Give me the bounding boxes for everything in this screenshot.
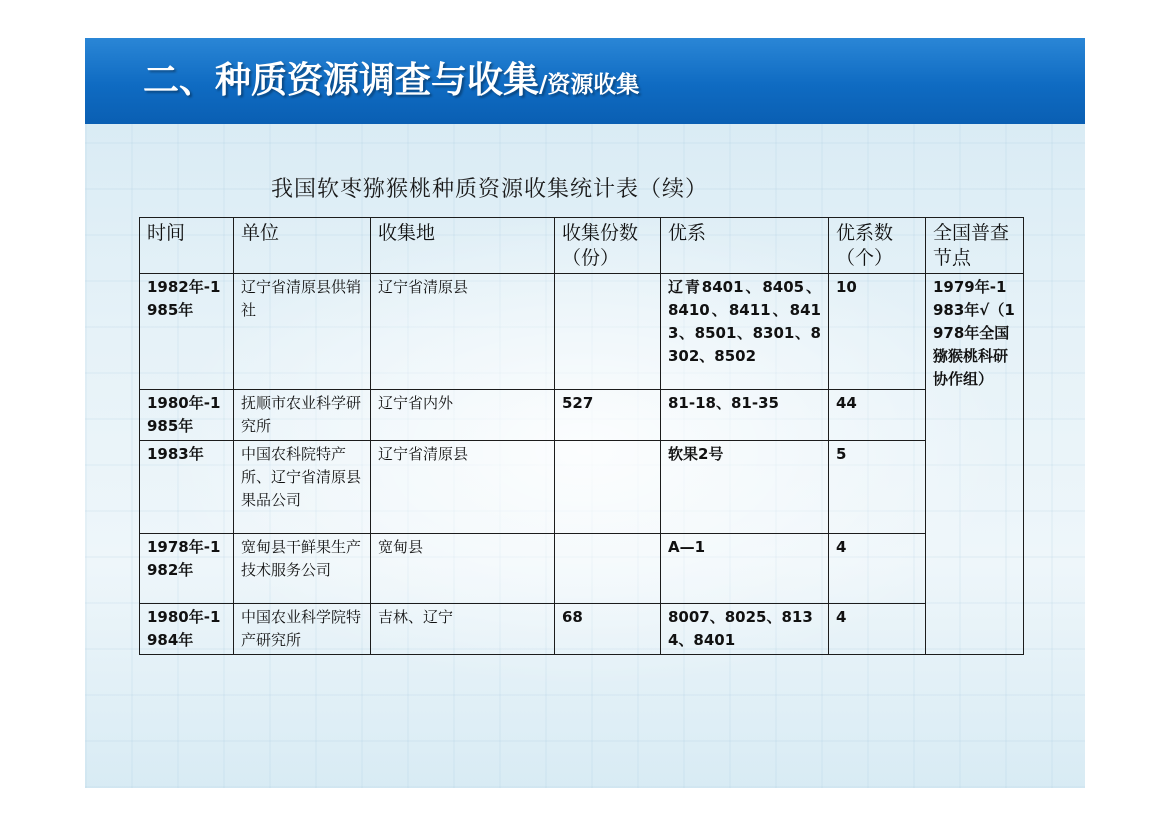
cell-selections: 辽青8401、8405、8410、8411、8413、8501、8301、8302、8502 — [661, 274, 829, 390]
table-header-row — [140, 218, 1024, 274]
cell-place: 吉林、辽宁 — [371, 604, 555, 655]
cell-time: 1982年-1985年 — [140, 274, 234, 390]
table-row — [140, 274, 1024, 390]
cell-unit: 中国农业科学院特产研究所 — [234, 604, 371, 655]
cell-selection-count: 4 — [829, 604, 926, 655]
cell-time: 1980年-1984年 — [140, 604, 234, 655]
header-cell: 优系 — [661, 218, 829, 274]
cell-count: 527 — [555, 390, 661, 441]
slide-title — [143, 52, 639, 103]
cell-time: 1980年-1985年 — [140, 390, 234, 441]
cell-selection-count: 4 — [829, 534, 926, 604]
cell-selections: 81-18、81-35 — [661, 390, 829, 441]
header-cell: 全国普查节点 — [926, 218, 1024, 274]
cell-selection-count: 10 — [829, 274, 926, 390]
cell-place: 辽宁省内外 — [371, 390, 555, 441]
cell-count: 68 — [555, 604, 661, 655]
table-row — [140, 534, 1024, 604]
cell-place: 辽宁省清原县 — [371, 441, 555, 534]
slide-title-main: 二、种质资源调查与收集 — [143, 60, 540, 101]
slide — [85, 38, 1085, 788]
header-cell: 时间 — [140, 218, 234, 274]
cell-selection-count: 5 — [829, 441, 926, 534]
cell-selection-count: 44 — [829, 390, 926, 441]
collection-table — [139, 217, 1024, 655]
cell-time: 1978年-1982年 — [140, 534, 234, 604]
cell-unit: 中国农科院特产所、辽宁省清原县果品公司 — [234, 441, 371, 534]
cell-unit: 辽宁省清原县供销社 — [234, 274, 371, 390]
cell-selections: 8007、8025、8134、8401 — [661, 604, 829, 655]
cell-selections: A—1 — [661, 534, 829, 604]
cell-national-survey-node: 1979年-1983年√（1978年全国猕猴桃科研协作组） — [926, 274, 1024, 655]
cell-place: 宽甸县 — [371, 534, 555, 604]
cell-selections: 软果2号 — [661, 441, 829, 534]
table-row — [140, 441, 1024, 534]
cell-unit: 抚顺市农业科学研究所 — [234, 390, 371, 441]
header-cell: 单位 — [234, 218, 371, 274]
slide-title-sub: /资源收集 — [539, 72, 640, 98]
table-caption: 我国软枣猕猴桃种质资源收集统计表（续） — [271, 177, 709, 202]
header-cell: 优系数（个） — [829, 218, 926, 274]
header-cell: 收集地 — [371, 218, 555, 274]
title-bar — [85, 38, 1085, 124]
cell-place: 辽宁省清原县 — [371, 274, 555, 390]
cell-count — [555, 274, 661, 390]
table-row — [140, 390, 1024, 441]
cell-count — [555, 441, 661, 534]
cell-count — [555, 534, 661, 604]
header-cell: 收集份数（份） — [555, 218, 661, 274]
cell-time: 1983年 — [140, 441, 234, 534]
table-row — [140, 604, 1024, 655]
cell-unit: 宽甸县干鲜果生产技术服务公司 — [234, 534, 371, 604]
